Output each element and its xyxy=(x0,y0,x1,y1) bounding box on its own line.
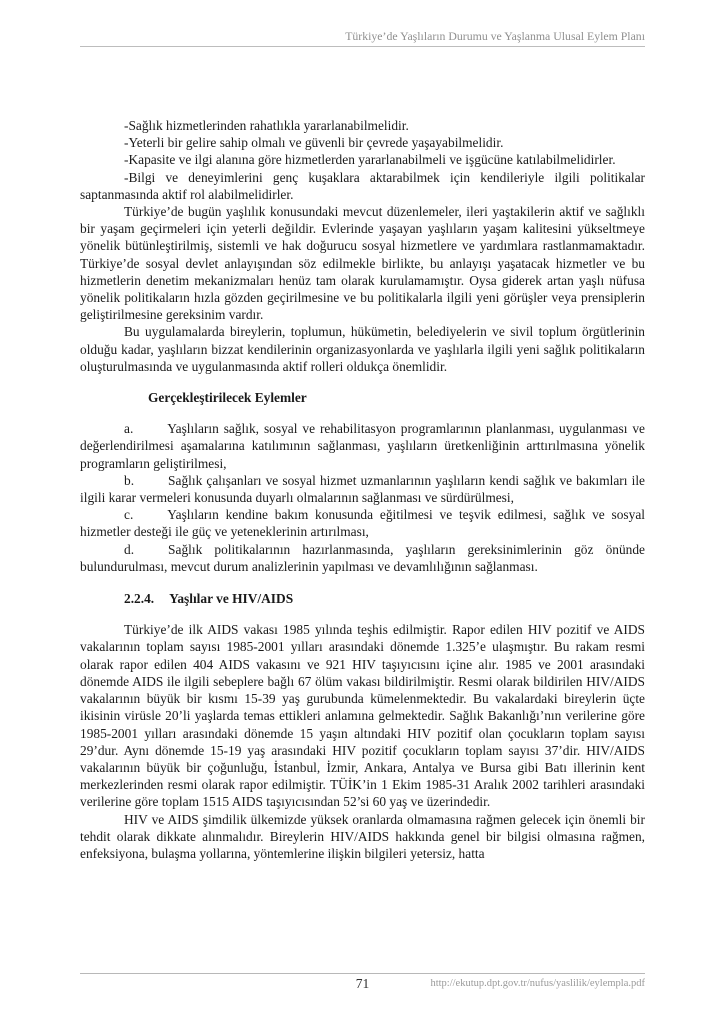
action-item-label: b. xyxy=(124,472,135,488)
bullet-line: -Bilgi ve deneyimlerini genç kuşaklara aktarabilmek için kendileriyle ilgili politikalar saptanmasında aktif rol alabilmelidirler. xyxy=(80,169,645,202)
action-item xyxy=(80,420,645,472)
action-item-label: c. xyxy=(124,507,134,523)
action-item xyxy=(80,472,645,506)
source-url-link[interactable]: http://ekutup.dpt.gov.tr/nufus/yaslilik/eylempla.pdf xyxy=(430,978,645,989)
bullet-line: -Sağlık hizmetlerinden rahatlıkla yararlanabilmelidir. xyxy=(124,118,409,133)
section-heading xyxy=(80,590,645,607)
section-title: Yaşlılar ve HIV/AIDS xyxy=(169,591,294,607)
paragraph-aids-statistics: Türkiye’de ilk AIDS vakası 1985 yılında teşhis edilmiştir. Rapor edilen HIV pozitif ve AIDS vakalarının toplam sayısı 1985-2001 yılları arasındaki dönemde 1.325’e ulaşmıştır. Bu rakam resmi olarak rapor edilen 404 AIDS vakasını ve 921 HIV taşıyıcısını içine alır. 1985 ve 2001 arasındaki dönemde AIDS ile ilgili sebeplere bağlı 67 ölüm vakası bildirilmiştir. Resmi olarak bildirilen HIV/AIDS vakalarının büyük bir kısmı 15-39 yaş gurubunda kümelenmektedir. Bu vakalardaki bireylerin üçte ikisinin virüsle 20’li yaşlarda temas ettikleri anlamına gelmektedir. Sağlık Bakanlığı’nın verilerine göre 1985-2001 yılları arasındaki dönemde 15 yaşın altındaki HIV pozitif olan çocukların toplam sayısı 29’dur. Aynı dönemde 15-19 yaş arasındaki HIV pozitif çocukların toplam sayısı 37’dir. HIV/AIDS vakalarının büyük bir çoğunluğu, İstanbul, İzmir, Ankara, Antalya ve Bursa gibi Batı illerinin kent merkezlerinden resmi olarak rapor edilmiştir. TÜİK’in 1 Ekim 1985-31 Aralık 2002 tarihleri arasındaki verilerine göre toplam 1515 AIDS taşıyıcısından 52’si 60 yaş ve üzerindedir. xyxy=(80,622,645,810)
footer xyxy=(80,973,645,998)
running-header-title: Türkiye’de Yaşlıların Durumu ve Yaşlanma Ulusal Eylem Planı xyxy=(80,29,645,47)
bullet-line: -Yeterli bir gelire sahip olmalı ve güvenli bir çevrede yaşayabilmelidir. xyxy=(124,135,504,151)
paragraph-regulations: Türkiye’de bugün yaşlılık konusundaki mevcut düzenlemeler, ileri yaştakilerin aktif ve sağlıklı bir yaşam geçirmeleri için yeterli değildir. Evlerinde yaşayan yaşlıların yaşam kalitesini yükseltmeye yönelik bütünleştirilmiş, sistemli ve hak doğurucu sosyal hizmetlere ve yardımlara rastlanmamaktadır. Türkiye’de sosyal devlet anlayışından söz edilmekle birlikte, bu anlayışı yaşatacak hizmetler ve bu hizmetlerin denetim mekanizmaları henüz tam olarak kurulamamıştır. Oysa giderek artan yaşlı nüfusa yönelik politikaların hızla gözden geçirilmesine ve bu politikalarla ilgili yeni görüşler veya prensiplerin geliştirilmesine gereksinim vardır. xyxy=(80,204,645,323)
action-item-text: Yaşlıların kendine bakım konusunda eğitilmesi ve teşvik edilmesi, sağlık ve sosyal hizmetler desteği ile güç ve yeteneklerinin artırılması, xyxy=(80,507,645,540)
bullet-line: -Kapasite ve ilgi alanına göre hizmetlerden yararlanabilmeli ve işgücüne katılabilmelidirler. xyxy=(124,152,616,168)
page-number: 71 xyxy=(355,976,370,991)
action-item-text: Sağlık çalışanları ve sosyal hizmet uzmanlarının yaşlıların kendi sağlık ve bakımları ile ilgili karar vermeleri konusunda duyarlı olmalarının sağlanması ve sürdürülmesi, xyxy=(80,472,645,506)
actions-heading: Gerçekleştirilecek Eylemler xyxy=(148,390,307,406)
action-item xyxy=(80,541,645,575)
action-item-label: a. xyxy=(124,421,134,437)
paragraph-aids-threat: HIV ve AIDS şimdilik ülkemizde yüksek oranlarda olmamasına rağmen gelecek için önemli bir tehdit olarak dikkate alınmalıdır. Bireylerin HIV/AIDS hakkında genel bir bilgisi olmasına rağmen, enfeksiyona, bulaşma yollarına, yöntemlerine ilişkin bilgileri yetersiz, hatta xyxy=(80,811,645,861)
action-item xyxy=(80,506,645,540)
action-item-text: Sağlık politikalarının hazırlanmasında, yaşlıların gereksinimlerinin göz önünde bulundurulması, mevcut durum analizlerinin yapılması ve devamlılığının sağlanması. xyxy=(80,541,645,574)
page-body xyxy=(80,117,645,862)
action-item-text: Yaşlıların sağlık, sosyal ve rehabilitasyon programlarının planlanması, uygulanması ve değerlendirilmesi aşamalarına katılımının sağlanması, yaşlıların üretkenliğinin arttırılmasına yönelik programların geliştirilmesi, xyxy=(80,421,645,471)
section-number: 2.2.4. xyxy=(124,591,155,607)
action-item-label: d. xyxy=(124,541,135,557)
paragraph-applications: Bu uygulamalarda bireylerin, toplumun, hükümetin, belediyelerin ve sivil toplum örgütlerinin olduğu kadar, yaşlıların bizzat kendilerinin organizasyonlarda ve yaşlılarla ilgili yeni sağlık politikaların oluşturulmasında ve uygulanmasında aktif rolleri oldukça önemlidir. xyxy=(80,324,645,374)
